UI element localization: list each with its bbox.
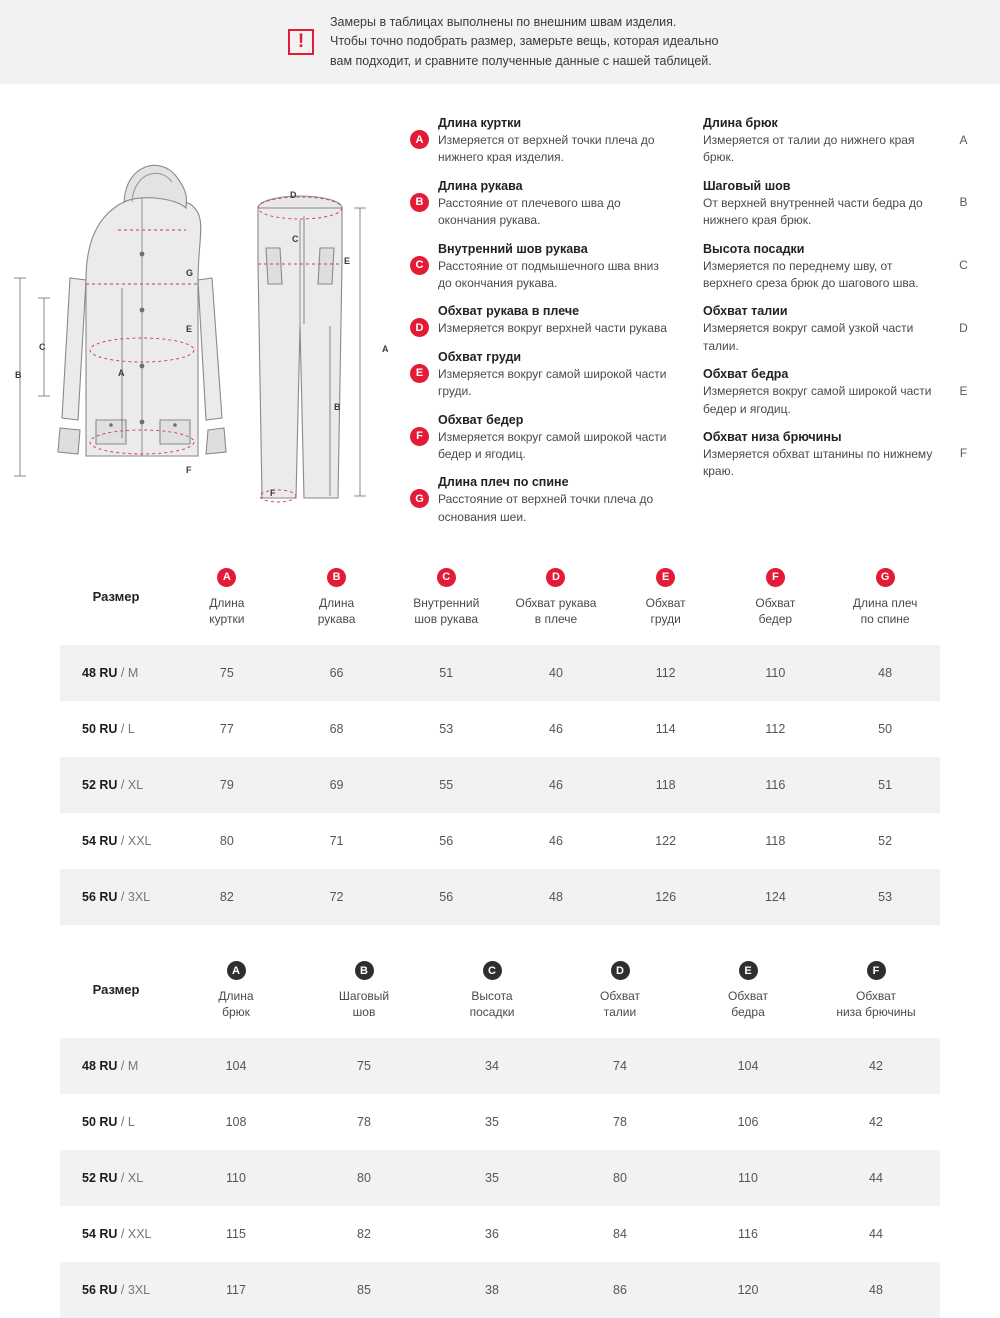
svg-text:F: F bbox=[186, 465, 192, 475]
legend-desc: Измеряется обхват штанины по нижнему краю. bbox=[703, 446, 933, 479]
cell-d: 48 bbox=[501, 869, 611, 925]
cell-c: 35 bbox=[485, 1115, 499, 1130]
cell-d: 86 bbox=[556, 1262, 684, 1318]
legend-desc: Измеряется вокруг самой широкой части груди. bbox=[438, 366, 667, 399]
column-label-line2: низа брючины bbox=[836, 1004, 916, 1019]
table-header-row bbox=[60, 947, 940, 1038]
cell-b: 85 bbox=[300, 1262, 428, 1318]
svg-text:E: E bbox=[186, 324, 193, 334]
column-header-b bbox=[282, 554, 392, 645]
cell-f: 110 bbox=[721, 645, 831, 701]
header-badge-a: A bbox=[227, 961, 246, 980]
column-label-line2: бедер bbox=[758, 611, 793, 626]
legend-item bbox=[703, 430, 973, 481]
legend-item bbox=[410, 116, 675, 167]
column-header-f bbox=[721, 554, 831, 645]
notice-line-1: Замеры в таблицах выполнены по внешним швам изделия. bbox=[330, 14, 677, 29]
cell-f: 116 bbox=[721, 757, 831, 813]
header-badge-f: F bbox=[766, 568, 785, 587]
table-row bbox=[60, 645, 940, 701]
column-header-a bbox=[172, 554, 282, 645]
notice-line-2: Чтобы точно подобрать размер, замерьте вещь, которая идеально bbox=[330, 34, 719, 49]
cell-g: 53 bbox=[830, 869, 940, 925]
svg-text:B: B bbox=[15, 370, 22, 380]
cell-e: 114 bbox=[655, 722, 676, 737]
cell-d: 78 bbox=[613, 1115, 627, 1130]
table-row bbox=[60, 1262, 940, 1318]
table-row bbox=[60, 757, 940, 813]
table-row bbox=[60, 813, 940, 869]
legend-item bbox=[410, 350, 675, 401]
column-header-e bbox=[611, 554, 721, 645]
header-badge-a: A bbox=[217, 568, 236, 587]
cell-e: 126 bbox=[611, 869, 721, 925]
cell-f: 42 bbox=[869, 1115, 883, 1130]
legend-item bbox=[410, 242, 675, 293]
header-badge-f: F bbox=[867, 961, 886, 980]
cell-d: 46 bbox=[549, 722, 563, 737]
legend-title: Высота посадки bbox=[703, 241, 805, 256]
legend-desc: Измеряется вокруг самой узкой части талии. bbox=[703, 321, 914, 353]
legend-title: Длина рукава bbox=[438, 178, 523, 193]
legend-title: Обхват груди bbox=[438, 349, 522, 364]
cell-c: 53 bbox=[439, 722, 454, 737]
cell-e: 106 bbox=[737, 1115, 759, 1130]
cell-e: 110 bbox=[684, 1150, 812, 1206]
legend-title: Длина плеч по спине bbox=[438, 475, 569, 490]
column-label-line1: Обхват bbox=[856, 989, 896, 1004]
legend-desc: Измеряется вокруг самой широкой части бедер и ягодиц. bbox=[703, 384, 932, 416]
legend-pants bbox=[703, 116, 973, 538]
cell-c: 56 bbox=[391, 869, 501, 925]
svg-text:C: C bbox=[39, 342, 46, 352]
cell-c: 34 bbox=[428, 1038, 556, 1094]
cell-d: 74 bbox=[556, 1038, 684, 1094]
legend-badge-d: D bbox=[410, 318, 429, 337]
legend-item bbox=[703, 367, 973, 418]
legend-desc: От верхней внутренней части бедра до нижнего края брюк. bbox=[703, 195, 923, 228]
legend-title: Обхват бедер bbox=[438, 412, 524, 427]
size-ru: 56 RU bbox=[82, 890, 118, 905]
legend-title: Длина брюк bbox=[703, 116, 778, 130]
row-size bbox=[60, 1094, 172, 1150]
legend-item bbox=[703, 242, 973, 293]
legend-badge-d: D bbox=[959, 320, 968, 335]
notice-line-3: вам подходит, и сравните полученные данные с нашей таблицей. bbox=[330, 53, 712, 68]
row-size bbox=[60, 869, 172, 925]
header-badge-d: D bbox=[546, 568, 565, 587]
cell-e: 104 bbox=[684, 1038, 812, 1094]
cell-e: 118 bbox=[611, 757, 721, 813]
column-label-line2: бедра bbox=[731, 1004, 765, 1019]
column-label-line1: Длина bbox=[318, 596, 355, 611]
legend-badge-a: A bbox=[959, 132, 968, 147]
header-badge-e: E bbox=[739, 961, 758, 980]
svg-text:G: G bbox=[186, 268, 194, 278]
pants-size-table bbox=[60, 947, 940, 1318]
cell-b: 82 bbox=[357, 1227, 371, 1242]
table-row bbox=[60, 1150, 940, 1206]
cell-c: 38 bbox=[428, 1262, 556, 1318]
cell-b: 68 bbox=[329, 722, 344, 737]
cell-f: 44 bbox=[869, 1227, 883, 1242]
cell-a: 104 bbox=[172, 1038, 300, 1094]
size-intl: / 3XL bbox=[120, 1283, 151, 1298]
legend-jacket bbox=[410, 116, 675, 538]
column-label-line2: рукава bbox=[317, 611, 356, 626]
column-header-f bbox=[812, 947, 940, 1038]
legend-desc: Расстояние от верхней точки плеча до основания шеи. bbox=[438, 492, 654, 524]
cell-d: 46 bbox=[549, 834, 563, 849]
column-header-b bbox=[300, 947, 428, 1038]
notice-text bbox=[330, 13, 718, 71]
column-label-line1: Обхват bbox=[645, 596, 686, 611]
size-intl: / 3XL bbox=[120, 890, 151, 905]
cell-g: 51 bbox=[830, 757, 940, 813]
column-label-line1: Длина плеч bbox=[852, 596, 918, 611]
column-label-line1: Длина bbox=[209, 596, 245, 611]
row-size bbox=[60, 1262, 172, 1318]
cell-d: 40 bbox=[501, 645, 611, 701]
svg-text:F: F bbox=[270, 488, 276, 498]
legend-badge-b: B bbox=[959, 195, 968, 210]
legend-badge-g: G bbox=[410, 489, 429, 508]
column-label-line2: брюк bbox=[222, 1004, 250, 1019]
column-label-line1: Обхват рукава bbox=[515, 596, 597, 611]
legend-title: Шаговый шов bbox=[703, 178, 791, 193]
column-header-g bbox=[830, 554, 940, 645]
size-ru: 50 RU bbox=[82, 722, 118, 737]
jacket-size-table bbox=[60, 554, 940, 925]
size-ru: 56 RU bbox=[82, 1283, 118, 1298]
legend-item bbox=[703, 179, 973, 230]
header-badge-e: E bbox=[656, 568, 675, 587]
size-intl: / L bbox=[120, 1115, 135, 1130]
diagram-legend-section bbox=[0, 84, 1000, 548]
legend-badge-c: C bbox=[959, 258, 968, 273]
legend-desc: Расстояние от подмышечного шва вниз до окончания рукава. bbox=[438, 258, 659, 290]
size-intl: / M bbox=[120, 1059, 139, 1074]
size-ru: 50 RU bbox=[82, 1115, 118, 1130]
size-ru: 52 RU bbox=[82, 1171, 118, 1186]
legend-badge-f: F bbox=[959, 446, 968, 461]
cell-a: 110 bbox=[172, 1150, 300, 1206]
legend-item bbox=[410, 475, 675, 526]
legend-badge-e: E bbox=[959, 383, 968, 398]
row-size bbox=[60, 1038, 172, 1094]
column-label-line1: Шаговый bbox=[338, 989, 390, 1004]
legend-item bbox=[703, 304, 973, 355]
cell-c: 55 bbox=[391, 757, 501, 813]
legend-badge-c: C bbox=[410, 256, 429, 275]
cell-a: 115 bbox=[226, 1227, 246, 1242]
cell-b: 72 bbox=[282, 869, 392, 925]
table-row bbox=[60, 701, 940, 757]
legend-item bbox=[410, 179, 675, 230]
notice-bar bbox=[0, 0, 1000, 84]
column-label-line2: груди bbox=[650, 611, 681, 626]
cell-c: 36 bbox=[485, 1227, 499, 1242]
cell-f: 44 bbox=[812, 1150, 940, 1206]
legend-badge-a: A bbox=[410, 130, 429, 149]
table-row bbox=[60, 869, 940, 925]
legend-item bbox=[410, 413, 675, 464]
header-badge-c: C bbox=[483, 961, 502, 980]
cell-a: 82 bbox=[172, 869, 282, 925]
legend-badge-e: E bbox=[410, 364, 429, 383]
pants-size-table-block bbox=[60, 947, 940, 1318]
header-badge-b: B bbox=[355, 961, 374, 980]
column-header-c bbox=[391, 554, 501, 645]
legend-item bbox=[410, 304, 675, 337]
legend-desc: Расстояние от плечевого шва до окончания рукава. bbox=[438, 195, 621, 228]
svg-text:E: E bbox=[344, 256, 351, 266]
table-row bbox=[60, 1206, 940, 1262]
legend-desc: Измеряется по переднему шву, от верхнего среза брюк до шагового шва. bbox=[703, 258, 919, 290]
size-intl: / XXL bbox=[120, 1227, 152, 1242]
column-header-d bbox=[556, 947, 684, 1038]
legend-desc: Измеряется от талии до нижнего края брюк. bbox=[703, 133, 915, 165]
svg-text:A: A bbox=[382, 344, 389, 354]
legend-title: Внутренний шов рукава bbox=[438, 241, 588, 256]
row-size bbox=[60, 1150, 172, 1206]
size-ru: 52 RU bbox=[82, 778, 118, 793]
cell-f: 112 bbox=[765, 722, 786, 737]
cell-a: 79 bbox=[172, 757, 282, 813]
size-intl: / XXL bbox=[120, 834, 152, 849]
svg-text:C: C bbox=[292, 234, 299, 244]
size-ru: 54 RU bbox=[82, 1227, 118, 1242]
cell-g: 48 bbox=[830, 645, 940, 701]
column-label-line2: в плече bbox=[534, 611, 578, 626]
column-label-line1: Высота bbox=[471, 989, 513, 1004]
cell-d: 84 bbox=[613, 1227, 627, 1242]
legend-desc: Измеряется вокруг самой широкой части бедер и ягодиц. bbox=[438, 429, 667, 461]
header-badge-g: G bbox=[876, 568, 895, 587]
cell-f: 42 bbox=[812, 1038, 940, 1094]
svg-text:B: B bbox=[334, 402, 341, 412]
svg-text:A: A bbox=[118, 368, 125, 378]
cell-b: 66 bbox=[282, 645, 392, 701]
legend-title: Обхват рукава в плече bbox=[438, 304, 580, 319]
row-size bbox=[60, 645, 172, 701]
cell-d: 80 bbox=[556, 1150, 684, 1206]
legend-title: Обхват низа брючины bbox=[703, 429, 842, 444]
header-badge-d: D bbox=[611, 961, 630, 980]
legend-badge-f: F bbox=[410, 427, 429, 446]
cell-e: 120 bbox=[684, 1262, 812, 1318]
size-ru: 54 RU bbox=[82, 834, 118, 849]
cell-e: 116 bbox=[738, 1227, 758, 1242]
cell-f: 48 bbox=[812, 1262, 940, 1318]
column-label-line2: талии bbox=[603, 1004, 637, 1019]
column-label-line1: Длина bbox=[218, 989, 254, 1004]
legend-badge-b: B bbox=[410, 193, 429, 212]
legend-title: Длина куртки bbox=[438, 116, 522, 130]
cell-e: 112 bbox=[611, 645, 721, 701]
exclamation-icon: ! bbox=[288, 29, 314, 55]
table-row bbox=[60, 1094, 940, 1150]
row-size bbox=[60, 813, 172, 869]
cell-c: 56 bbox=[439, 834, 454, 849]
legend-item bbox=[703, 116, 973, 167]
cell-a: 108 bbox=[225, 1115, 247, 1130]
column-header-size: Размер bbox=[60, 947, 172, 1038]
legend-title: Обхват талии bbox=[703, 304, 788, 319]
size-intl: / XL bbox=[120, 778, 144, 793]
cell-b: 78 bbox=[357, 1115, 371, 1130]
table-row bbox=[60, 1038, 940, 1094]
column-header-size: Размер bbox=[60, 554, 172, 645]
cell-e: 122 bbox=[655, 834, 677, 849]
jacket-and-pants-illustration bbox=[0, 98, 410, 498]
cell-a: 117 bbox=[172, 1262, 300, 1318]
size-intl: / L bbox=[120, 722, 135, 737]
svg-text:D: D bbox=[290, 190, 297, 200]
cell-a: 80 bbox=[219, 834, 234, 849]
cell-a: 75 bbox=[172, 645, 282, 701]
garment-diagrams bbox=[0, 98, 410, 498]
cell-b: 69 bbox=[282, 757, 392, 813]
legend-desc: Измеряется от верхней точки плеча до нижнего края изделия. bbox=[438, 133, 655, 165]
column-label-line1: Внутренний bbox=[413, 596, 480, 611]
size-ru: 48 RU bbox=[82, 1059, 118, 1074]
cell-g: 50 bbox=[878, 722, 893, 737]
cell-b: 80 bbox=[300, 1150, 428, 1206]
cell-c: 51 bbox=[391, 645, 501, 701]
legend-title: Обхват бедра bbox=[703, 367, 789, 382]
column-label-line2: шов bbox=[352, 1004, 376, 1019]
cell-d: 46 bbox=[501, 757, 611, 813]
header-badge-c: C bbox=[437, 568, 456, 587]
size-intl: / M bbox=[120, 666, 139, 681]
column-label-line1: Обхват bbox=[728, 989, 768, 1004]
column-label-line2: куртки bbox=[209, 611, 245, 626]
size-ru: 48 RU bbox=[82, 666, 118, 681]
cell-c: 35 bbox=[428, 1150, 556, 1206]
column-header-c bbox=[428, 947, 556, 1038]
header-badge-b: B bbox=[327, 568, 346, 587]
table-header-row bbox=[60, 554, 940, 645]
column-header-e bbox=[684, 947, 812, 1038]
legend-desc: Измеряется вокруг верхней части рукава bbox=[438, 321, 667, 336]
column-header-a bbox=[172, 947, 300, 1038]
column-label-line2: посадки bbox=[469, 1004, 515, 1019]
cell-f: 124 bbox=[721, 869, 831, 925]
column-label-line1: Обхват bbox=[600, 989, 640, 1004]
row-size bbox=[60, 757, 172, 813]
cell-a: 77 bbox=[219, 722, 234, 737]
cell-b: 75 bbox=[300, 1038, 428, 1094]
row-size bbox=[60, 701, 172, 757]
size-intl: / XL bbox=[120, 1171, 144, 1186]
legend-columns bbox=[410, 98, 1000, 538]
column-label-line2: по спине bbox=[860, 611, 910, 626]
jacket-size-table-block bbox=[60, 554, 940, 925]
column-header-d bbox=[501, 554, 611, 645]
cell-g: 52 bbox=[878, 834, 893, 849]
cell-b: 71 bbox=[329, 834, 344, 849]
cell-f: 118 bbox=[765, 834, 786, 849]
column-label-line2: шов рукава bbox=[414, 611, 479, 626]
row-size bbox=[60, 1206, 172, 1262]
column-label-line1: Обхват bbox=[755, 596, 796, 611]
